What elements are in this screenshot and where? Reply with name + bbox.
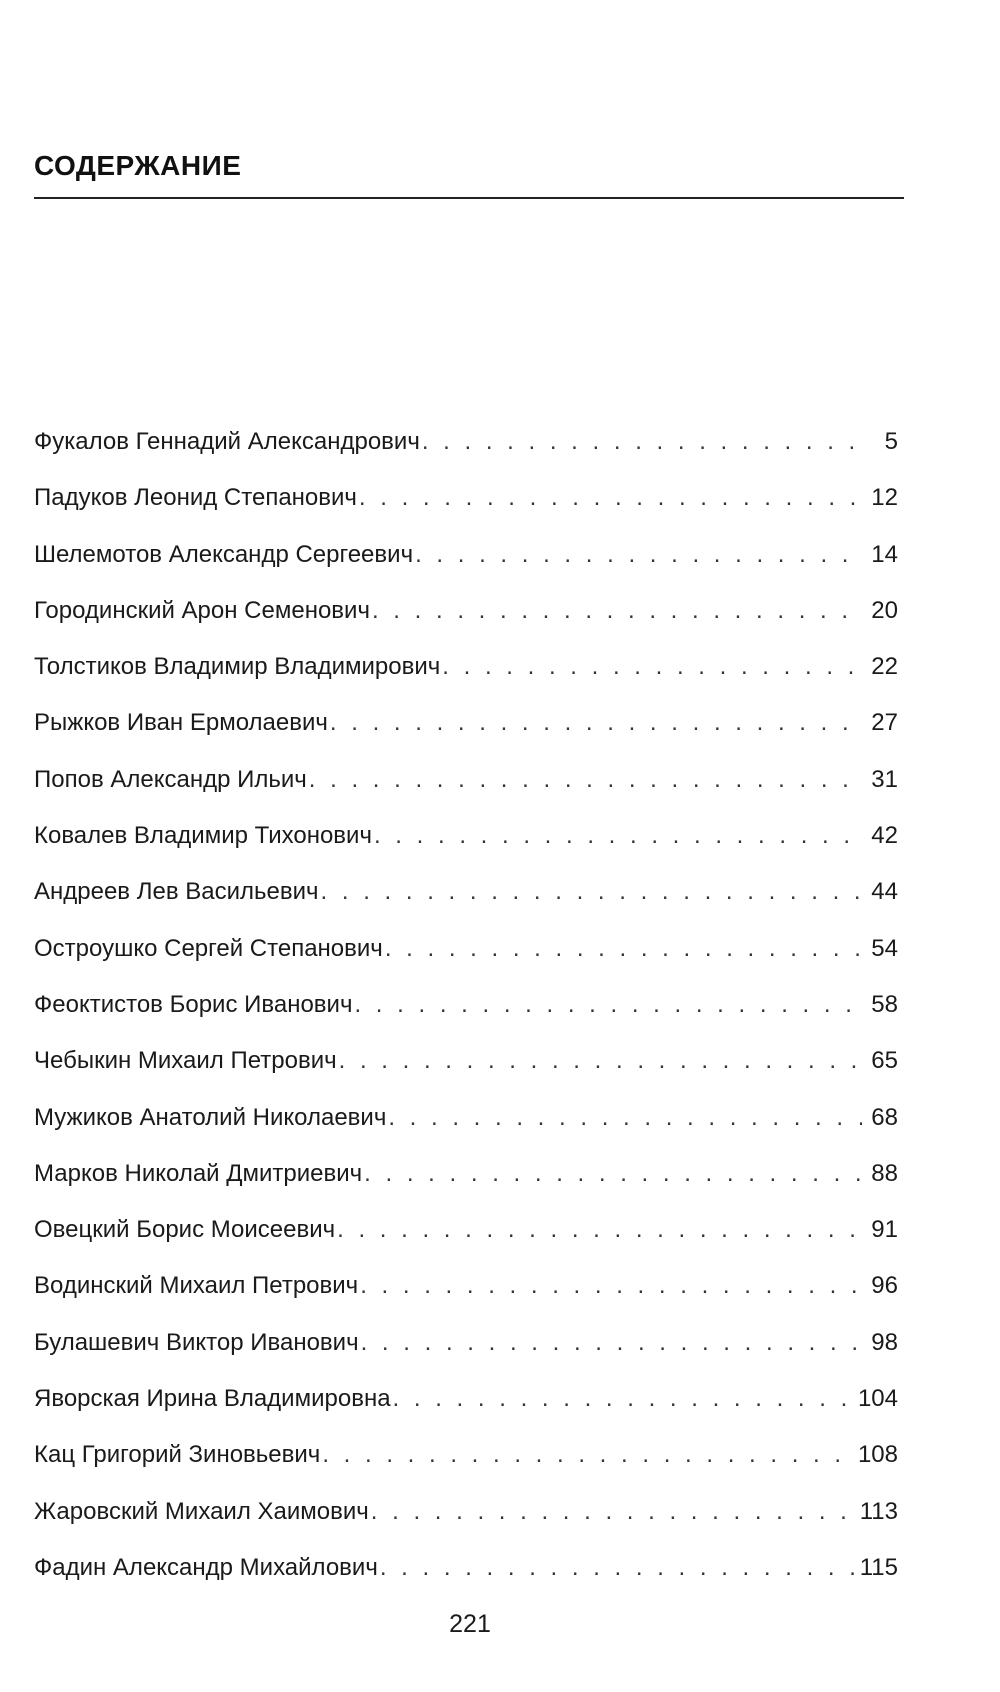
toc-entry-name: Толстиков Владимир Владимирович	[34, 653, 441, 681]
page-title: СОДЕРЖАНИЕ	[34, 150, 242, 181]
toc-entry-page: 88	[871, 1159, 898, 1187]
table-of-contents	[34, 428, 898, 1610]
toc-entry	[34, 1272, 898, 1328]
toc-entry	[34, 597, 898, 653]
toc-entry-name: Городинский Арон Семенович	[34, 596, 370, 624]
toc-entry	[34, 1329, 898, 1385]
toc-entry-page: 54	[871, 934, 898, 962]
toc-leader-dots	[360, 1272, 862, 1300]
toc-leader-dots	[422, 428, 862, 456]
toc-entry-name: Фадин Александр Михайлович	[34, 1553, 378, 1581]
toc-leader-dots	[393, 1385, 852, 1413]
toc-entry-name: Попов Александр Ильич	[34, 765, 307, 793]
toc-entry-name: Овецкий Борис Моисеевич	[34, 1216, 336, 1244]
toc-entry-name: Марков Николай Дмитриевич	[34, 1159, 363, 1187]
toc-entry-name: Остроушко Сергей Степанович	[34, 934, 383, 962]
toc-leader-dots	[374, 822, 862, 850]
toc-leader-dots	[371, 1498, 854, 1526]
toc-entry	[34, 1441, 898, 1497]
toc-leader-dots	[364, 1160, 862, 1188]
toc-entry-page: 108	[857, 1441, 898, 1469]
toc-entry-name: Рыжков Иван Ермолаевич	[34, 709, 328, 737]
toc-entry	[34, 709, 898, 765]
toc-entry	[34, 1498, 898, 1554]
toc-entry	[34, 766, 898, 822]
toc-entry	[34, 1385, 898, 1441]
toc-entry-name: Андреев Лев Васильевич	[34, 878, 319, 906]
toc-entry-page: 5	[884, 428, 898, 455]
toc-entry-page: 98	[871, 1328, 898, 1356]
toc-entry	[34, 1104, 898, 1160]
toc-entry-name: Жаровский Михаил Хаимович	[34, 1497, 369, 1525]
toc-leader-dots	[415, 541, 862, 569]
toc-entry	[34, 1047, 898, 1103]
toc-leader-dots	[321, 878, 862, 906]
toc-entry-page: 27	[871, 709, 898, 737]
toc-entry-name: Яворская Ирина Владимировна	[34, 1385, 391, 1413]
toc-entry	[34, 935, 898, 991]
toc-leader-dots	[385, 935, 862, 963]
toc-entry-page: 58	[871, 990, 898, 1018]
toc-leader-dots	[361, 1329, 862, 1357]
toc-leader-dots	[337, 1216, 862, 1244]
toc-entry-page: 20	[871, 596, 898, 624]
toc-entry	[34, 484, 898, 540]
toc-entry-name: Фукалов Геннадий Александрович	[34, 428, 420, 455]
toc-entry-page: 65	[871, 1047, 898, 1075]
toc-entry-page: 31	[871, 765, 898, 793]
toc-entry-name: Мужиков Анатолий Николаевич	[34, 1103, 387, 1131]
toc-entry-name: Феоктистов Борис Иванович	[34, 990, 353, 1018]
page-number: 221	[449, 1610, 491, 1638]
toc-entry-page: 115	[859, 1553, 898, 1581]
toc-entry	[34, 822, 898, 878]
toc-entry-name: Шелемотов Александр Сергеевич	[34, 540, 414, 568]
toc-leader-dots	[388, 1104, 862, 1132]
toc-entry-name: Булашевич Виктор Иванович	[34, 1328, 359, 1356]
toc-entry-page: 44	[871, 878, 898, 906]
toc-entry-page: 91	[871, 1216, 898, 1244]
toc-entry-name: Чебыкин Михаил Петрович	[34, 1047, 337, 1075]
toc-leader-dots	[330, 709, 862, 737]
toc-entry	[34, 878, 898, 934]
toc-entry	[34, 428, 898, 484]
toc-leader-dots	[359, 484, 862, 512]
toc-entry-page: 96	[871, 1272, 898, 1300]
toc-entry	[34, 991, 898, 1047]
heading-divider	[34, 197, 904, 199]
toc-entry	[34, 1216, 898, 1272]
toc-leader-dots	[354, 991, 862, 1019]
toc-entry-page: 14	[871, 540, 898, 568]
toc-entry-name: Падуков Леонид Степанович	[34, 484, 357, 512]
toc-leader-dots	[339, 1047, 862, 1075]
toc-entry-page: 22	[871, 653, 898, 681]
toc-entry-name: Водинский Михаил Петрович	[34, 1272, 359, 1300]
toc-entry-page: 113	[859, 1497, 898, 1525]
toc-leader-dots	[309, 766, 862, 794]
toc-leader-dots	[380, 1554, 854, 1582]
toc-entry-name: Ковалев Владимир Тихонович	[34, 822, 372, 850]
toc-leader-dots	[322, 1441, 852, 1469]
toc-leader-dots	[372, 597, 862, 625]
toc-entry	[34, 653, 898, 709]
toc-entry-page: 68	[871, 1103, 898, 1131]
toc-entry	[34, 541, 898, 597]
toc-entry-page: 12	[871, 484, 898, 512]
toc-entry	[34, 1554, 898, 1610]
toc-entry-page: 104	[857, 1385, 898, 1413]
toc-entry-name: Кац Григорий Зиновьевич	[34, 1441, 321, 1469]
toc-leader-dots	[442, 653, 862, 681]
toc-entry-page: 42	[871, 822, 898, 850]
toc-entry	[34, 1160, 898, 1216]
